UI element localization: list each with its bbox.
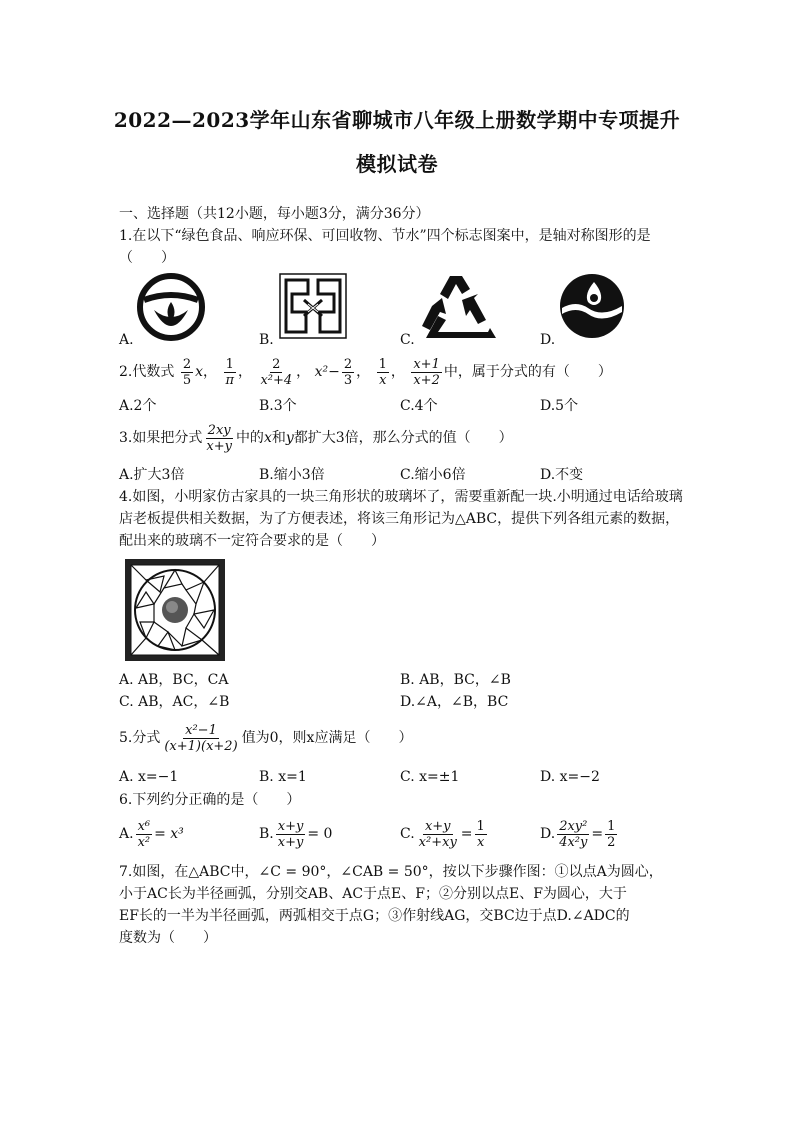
question-3-fraction: $\frac{2xy}{x+y}$ — [206, 422, 232, 454]
question-4-option-a[interactable]: A. AB，BC，CA — [119, 672, 229, 688]
green-food-logo-icon — [136, 272, 206, 342]
question-4-option-d[interactable]: D.∠A，∠B，BC — [400, 694, 509, 710]
question-4-line-3: 配出来的玻璃不一定符合要求的是（ ） — [119, 533, 385, 549]
question-7-line-1: 7.如图，在△ABC中，∠C = 90°，∠CAB = 50°，按以下步骤作图：①以点A为圆心， — [119, 864, 663, 880]
expr-4-prefix: x²− — [314, 364, 340, 380]
recycle-logo-icon — [418, 270, 504, 344]
expr-5: $\frac{1}{x}$ — [378, 356, 387, 388]
question-5-text: 5.分式 $\frac{\text{x²−1}}{(x+1)(x+2)}$ 值为0，则x应满足（ ） — [119, 722, 413, 754]
exam-subtitle: 模拟试卷 — [356, 152, 438, 176]
question-6-option-d[interactable]: D. $\frac{\text{2xy²}}{\text{4x²y}}$ = $\frac{1}{2}$ — [540, 818, 616, 850]
glass-panel-figure — [124, 558, 226, 662]
expr-6: $\frac{x+1}{x+2}$ — [413, 356, 440, 388]
question-2-number: 2.代数式 — [119, 364, 175, 380]
question-5-option-a[interactable]: A. x=−1 — [119, 769, 179, 785]
question-2-text: 2.代数式 $\frac{2}{5}$ x， $\frac{1}{\pi}$ ， $\frac{2}{\text{x²+4}}$ ， x²− $\frac{2}{3}$ ， $\frac{1}{x}$ ， $\frac{x+1}{x+2}$ 中，属于分式的有（ ） — [119, 356, 612, 388]
question-1-paren: （ ） — [119, 250, 175, 266]
question-1-option-c[interactable]: C. — [400, 332, 415, 348]
question-4-option-b[interactable]: B. AB，BC，∠B — [400, 672, 511, 688]
question-4-line-2: 店老板提供相关数据，为了方便表述，将该三角形记为△ABC，提供下列各组元素的数据， — [119, 511, 680, 527]
exam-title: 2022—2023学年山东省聊城市八年级上册数学期中专项提升 — [113, 108, 681, 132]
question-2-tail: 中，属于分式的有（ ） — [443, 364, 612, 380]
question-2-option-c[interactable]: C.4个 — [400, 398, 438, 414]
question-3-option-a[interactable]: A.扩大3倍 — [119, 467, 185, 483]
question-4-line-1: 4.如图，小明家仿古家具的一块三角形状的玻璃坏了，需要重新配一块.小明通过电话给玻璃 — [119, 489, 683, 505]
question-2-option-a[interactable]: A.2个 — [119, 398, 157, 414]
question-6-option-a[interactable]: A. $\frac{\text{x⁶}}{\text{x²}}$ = x³ — [119, 818, 184, 850]
question-1-text: 1.在以下“绿色食品、响应环保、可回收物、节水”四个标志图案中，是轴对称图形的是 — [119, 228, 651, 244]
question-5-fraction: $\frac{\text{x²−1}}{(x+1)(x+2)}$ — [164, 722, 238, 754]
question-6-option-c[interactable]: C. $\frac{x+y}{\text{x²+xy}}$ = $\frac{1}{x}$ — [400, 818, 485, 850]
expr-3: $\frac{2}{\text{x²+4}}$ — [260, 356, 293, 388]
environment-logo-icon — [278, 272, 348, 340]
question-1-option-a[interactable]: A. — [119, 332, 134, 348]
question-5-option-c[interactable]: C. x=±1 — [400, 769, 460, 785]
question-7-line-4: 度数为（ ） — [119, 930, 217, 946]
question-7-line-3: EF长的一半为半径画弧，两弧相交于点G；③作射线AG，交BC边于点D.∠ADC的 — [119, 908, 630, 924]
question-6-text: 6.下列约分正确的是（ ） — [119, 792, 301, 808]
expr-1: $\frac{2}{5}$ — [182, 356, 192, 388]
question-5-option-b[interactable]: B. x=1 — [259, 769, 307, 785]
question-3-option-b[interactable]: B.缩小3倍 — [259, 467, 325, 483]
question-2-option-b[interactable]: B.3个 — [259, 398, 297, 414]
question-2-option-d[interactable]: D.5个 — [540, 398, 579, 414]
question-6-option-b[interactable]: B. $\frac{x+y}{x+y}$ = 0 — [259, 818, 333, 850]
question-4-option-c[interactable]: C. AB，AC，∠B — [119, 694, 230, 710]
water-saving-logo-icon — [558, 272, 626, 340]
question-3-option-d[interactable]: D.不变 — [540, 467, 584, 483]
question-3-option-c[interactable]: C.缩小6倍 — [400, 467, 466, 483]
question-1-option-d[interactable]: D. — [540, 332, 556, 348]
question-7-line-2: 小于AC长为半径画弧，分别交AB、AC于点E、F；②分别以点E、F为圆心，大于 — [119, 886, 627, 902]
question-5-option-d[interactable]: D. x=−2 — [540, 769, 600, 785]
question-1-option-b[interactable]: B. — [259, 332, 274, 348]
expr-4: $\frac{2}{3}$ — [343, 356, 353, 388]
question-3-text: 3.如果把分式 $\frac{2xy}{x+y}$ 中的x和y都扩大3倍，那么分式的值（ ） — [119, 422, 513, 454]
expr-2: $\frac{1}{\pi}$ — [225, 356, 234, 388]
section-heading: 一、选择题（共12小题，每小题3分，满分36分） — [119, 206, 430, 222]
